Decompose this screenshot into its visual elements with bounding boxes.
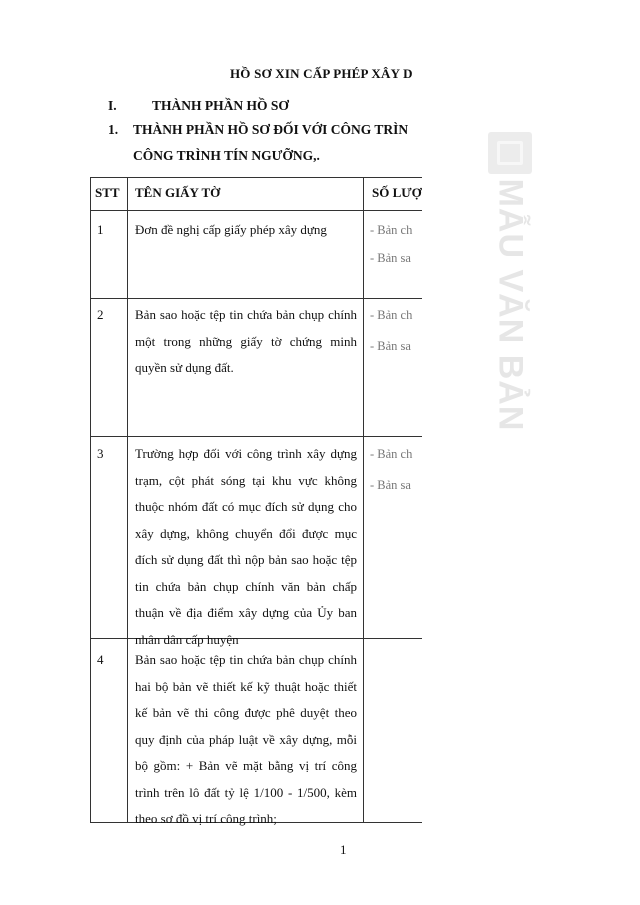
row-stt: 3 (97, 446, 104, 461)
section-number: I. (108, 98, 117, 113)
row-name: Đơn đề nghị cấp giấy phép xây dựng (135, 222, 327, 237)
watermark (482, 130, 542, 440)
row-qty-copy: - Bản sa (370, 251, 411, 265)
row-divider (90, 298, 422, 299)
row-name: Bản sao hoặc tệp tin chứa bản chụp chính hai bộ bản vẽ thiết kế kỹ thuật hoặc thiết kế bản vẽ thi công được phê duyệt theo quy định của pháp luật về xây dựng, mỗi bộ gồm: + Bản vẽ mặt bằng vị trí công trình trên lô đất tỷ lệ 1/100 - 1/500, kèm theo sơ đồ vị trí công trình; (135, 652, 357, 826)
header-stt: STT (95, 185, 120, 200)
subsection-title-line1: THÀNH PHẦN HỒ SƠ ĐỐI VỚI CÔNG TRÌN (133, 122, 409, 137)
watermark-text: MẪU VĂN BẢN (491, 178, 530, 432)
table-border-top (90, 177, 422, 178)
row-qty-original: - Bản ch (370, 223, 413, 237)
header-qty: SỐ LƯỢ (372, 185, 422, 200)
row-name: Trường hợp đối với công trình xây dựng trạm, cột phát sóng tại khu vực không thuộc nhóm đất có mục đích sử dụng cho xây dựng, không chuyển đổi được mục đích sử dụng đất thì nộp bản sao hoặc tệp tin chứa bản chụp chính văn bản chấp thuận về địa điểm xây dựng của Ủy ban nhân dân cấp huyện (135, 446, 357, 647)
row-qty-copy: - Bản sa (370, 339, 411, 353)
row-name: Bản sao hoặc tệp tin chứa bản chụp chính một trong những giấy tờ chứng minh quyền sử dụng đất. (135, 307, 357, 375)
row-stt: 2 (97, 307, 104, 322)
column-divider (363, 177, 364, 823)
document-title: HỒ SƠ XIN CẤP PHÉP XÂY D (230, 66, 413, 81)
section-title: THÀNH PHẦN HỒ SƠ (152, 98, 289, 113)
header-name: TÊN GIẤY TỜ (135, 185, 221, 200)
table-border-left (90, 177, 91, 823)
row-stt: 1 (97, 222, 104, 237)
page-number: 1 (340, 842, 347, 857)
column-divider (127, 177, 128, 823)
row-divider (90, 436, 422, 437)
subsection-number: 1. (108, 122, 119, 137)
table-header-divider (90, 210, 422, 211)
row-qty-copy: - Bản sa (370, 478, 411, 492)
row-qty-original: - Bản ch (370, 308, 413, 322)
subsection-title-line2: CÔNG TRÌNH TÍN NGƯỠNG,. (133, 148, 320, 163)
row-stt: 4 (97, 652, 104, 667)
document-logo-icon (488, 132, 532, 174)
row-qty-original: - Bản ch (370, 447, 413, 461)
